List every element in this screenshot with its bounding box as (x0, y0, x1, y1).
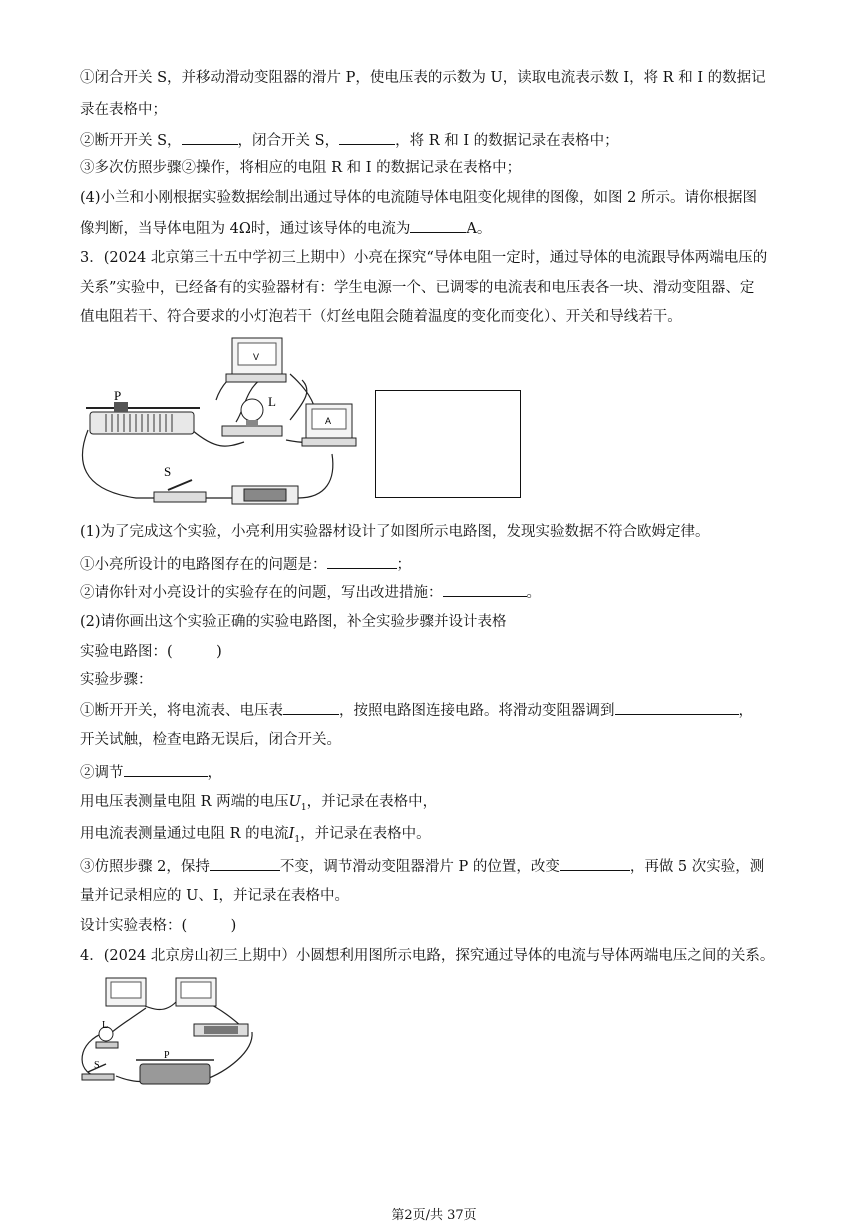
text-line: 像判断，当导体电阻为 4Ω时，通过该导体的电流为 A。 (80, 218, 491, 239)
text-line: 设计实验表格：( ) (80, 918, 237, 934)
text-line: 录在表格中； (80, 102, 167, 118)
label-s: S (94, 1060, 100, 1071)
text-line: 实验步骤： (80, 672, 153, 688)
text-line: ③仿照步骤 2，保持 不变，调节滑动变阻器滑片 P 的位置，改变 ，再做 5 次实验，测 (80, 856, 764, 877)
text-line: ①闭合开关 S，并移动滑动变阻器的滑片 P，使电压表的示数为 U，读取电流表示数 I，将 R 和 I 的数据记 (80, 70, 766, 86)
label-p: P (164, 1050, 170, 1061)
text-line: 关系”实验中，已经备有的实验器材有：学生电源一个、已调零的电流表和电压表各一块、滑动变阻器、定 (80, 280, 755, 296)
text-line: 量并记录相应的 U、I，并记录在表格中。 (80, 888, 350, 904)
text-line: ②请你针对小亮设计的实验存在的问题，写出改进措施： 。 (80, 582, 541, 603)
label-l: L (268, 394, 276, 409)
circuit-apparatus-figure (76, 330, 366, 510)
text-line: ③多次仿照步骤②操作，将相应的电阻 R 和 I 的数据记录在表格中； (80, 160, 522, 176)
text-line: ①断开开关，将电流表、电压表 ，按照电路图连接电路。将滑动变阻器调到 ， (80, 700, 753, 721)
text-line: 用电流表测量通过电阻 R 的电流$I_1$，并记录在表格中。 (80, 826, 431, 845)
text-line: 开关试触，检查电路无误后，闭合开关。 (80, 732, 341, 748)
text-line: ②调节 ， (80, 762, 222, 783)
label-p: P (114, 388, 122, 403)
text-line: (1)为了完成这个实验，小亮利用实验器材设计了如图所示电路图，发现实验数据不符合欧姆定律。 (80, 524, 710, 540)
label-s: S (164, 464, 172, 479)
text-line: 用电压表测量电阻 R 两端的电压$U_1$，并记录在表格中， (80, 794, 438, 813)
text-line: ②断开开关 S， ，闭合开关 S， ，将 R 和 I 的数据记录在表格中； (80, 130, 619, 151)
text-line: 实验电路图：( ) (80, 644, 222, 660)
text-line: (2)请你画出这个实验正确的实验电路图，补全实验步骤并设计表格 (80, 614, 507, 630)
text-line: 值电阻若干、符合要求的小灯泡若干（灯丝电阻会随着温度的变化而变化）、开关和导线若干。 (80, 309, 682, 325)
question-4: 4．(2024 北京房山初三上期中）小圆想利用图所示电路，探究通过导体的电流与导体两端电压之间的关系。 (80, 948, 775, 964)
circuit-figure-2 (76, 972, 260, 1094)
label-v: V (253, 352, 260, 362)
label-l: L (102, 1020, 109, 1031)
page-footer: 第2页/共 37页 (391, 1208, 477, 1223)
text-line: (4)小兰和小刚根据实验数据绘制出通过导体的电流随导体电阻变化规律的图像，如图 2 所示。请你根据图 (80, 190, 757, 206)
text-line: ①小亮所设计的电路图存在的问题是： ； (80, 554, 411, 575)
label-a: A (325, 416, 332, 426)
answer-box (375, 390, 521, 498)
question-3: 3．(2024 北京第三十五中学初三上期中）小亮在探究“导体电阻一定时，通过导体的电流跟导体两端电压的 (80, 250, 768, 266)
